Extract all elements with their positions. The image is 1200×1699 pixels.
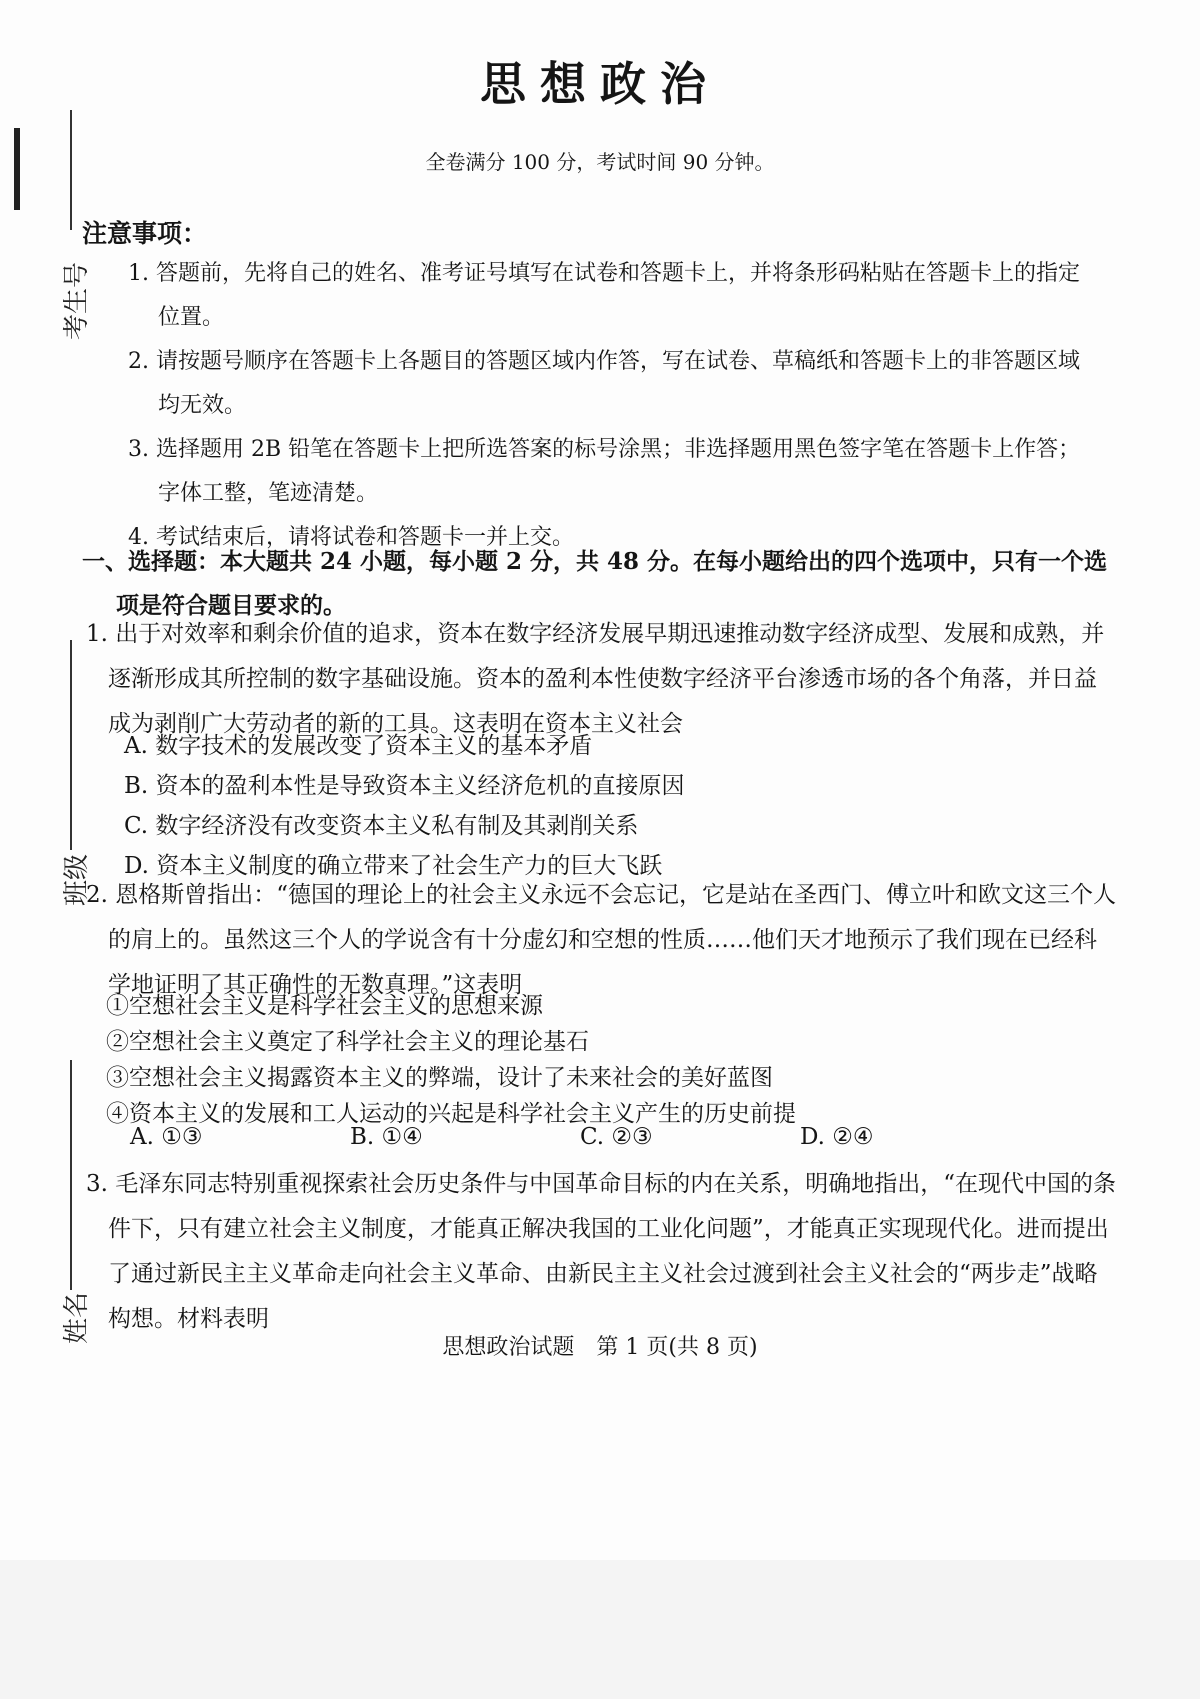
- notice-item: 4. 考试结束后，请将试卷和答题卡一并上交。: [128, 525, 574, 550]
- exam-subtitle: 全卷满分 100 分，考试时间 90 分钟。: [425, 150, 775, 174]
- name-label: 姓名: [62, 1291, 92, 1344]
- question-2-choice-b: B. ①④: [350, 1124, 423, 1150]
- scan-margin: [0, 1560, 1200, 1699]
- question-1-option-a: A. 数字技术的发展改变了资本主义的基本矛盾: [124, 733, 593, 759]
- section-heading: 一、选择题：本大题共 24 小题，每小题 2 分，共 48 分。在每小题给出的四个选项中，只有一个选项是符合题目要求的。: [82, 548, 1108, 619]
- class-line: [70, 640, 72, 850]
- notice-list: [128, 252, 1088, 560]
- question-2-choice-a: A. ①③: [130, 1124, 203, 1150]
- class-label: 班级: [62, 853, 92, 906]
- question-1-option-c: C. 数字经济没有改变资本主义私有制及其剥削关系: [124, 813, 639, 839]
- question-2-statement-2: ②空想社会主义奠定了科学社会主义的理论基石: [106, 1029, 589, 1055]
- page-footer: 思想政治试题 第 1 页(共 8 页): [442, 1335, 758, 1360]
- notice-item: 3. 选择题用 2B 铅笔在答题卡上把所选答案的标号涂黑；非选择题用黑色签字笔在答题卡上作答；字体工整，笔迹清楚。: [128, 437, 1081, 506]
- question-2-statement-1: ①空想社会主义是科学社会主义的思想来源: [106, 993, 543, 1019]
- question-1-option-b: B. 资本的盈利本性是导致资本主义经济危机的直接原因: [124, 773, 685, 799]
- name-line: [70, 1060, 72, 1290]
- question-2-stem: 2. 恩格斯曾指出：“德国的理论上的社会主义永远不会忘记，它是站在圣西门、傅立叶和欧文这三个人的肩上的。虽然这三个人的学说含有十分虚幻和空想的性质……他们天才地预示了我们现在已经科学地证明了其正确性的无数真理。”这表明: [86, 882, 1117, 998]
- question-2-choice-d: D. ②④: [800, 1124, 874, 1150]
- question-2-statement-4: ④资本主义的发展和工人运动的兴起是科学社会主义产生的历史前提: [106, 1101, 796, 1127]
- question-3-stem: 3. 毛泽东同志特别重视探索社会历史条件与中国革命目标的内在关系，明确地指出，“在现代中国的条件下，只有建立社会主义制度，才能真正解决我国的工业化问题”，才能真正实现现代化。进而提出了通过新民主主义革命走向社会主义革命、由新民主主义社会过渡到社会主义社会的“两步走”战略构想。材料表明: [86, 1171, 1117, 1332]
- question-1-option-d: D. 资本主义制度的确立带来了社会生产力的巨大飞跃: [124, 853, 663, 879]
- exam-number-label: 考生号: [62, 261, 92, 340]
- question-2-statement-3: ③空想社会主义揭露资本主义的弊端，设计了未来社会的美好蓝图: [106, 1065, 773, 1091]
- notice-item: 1. 答题前，先将自己的姓名、准考证号填写在试卷和答题卡上，并将条形码粘贴在答题卡上的指定位置。: [128, 261, 1080, 330]
- notice-heading: 注意事项：: [82, 219, 208, 248]
- question-2-choices: [130, 1124, 1090, 1164]
- question-2-choice-c: C. ②③: [580, 1124, 653, 1150]
- question-1-stem: 1. 出于对效率和剩余价值的追求，资本在数字经济发展早期迅速推动数字经济成型、发展和成熟，并逐渐形成其所控制的数字基础设施。资本的盈利本性使数字经济平台渗透市场的各个角落，并日益成为剥削广大劳动者的新的工具。这表明在资本主义社会: [86, 621, 1105, 737]
- exam-title: 思想政治: [480, 57, 720, 111]
- notice-item: 2. 请按题号顺序在答题卡上各题目的答题区域内作答，写在试卷、草稿纸和答题卡上的非答题区域均无效。: [128, 349, 1080, 418]
